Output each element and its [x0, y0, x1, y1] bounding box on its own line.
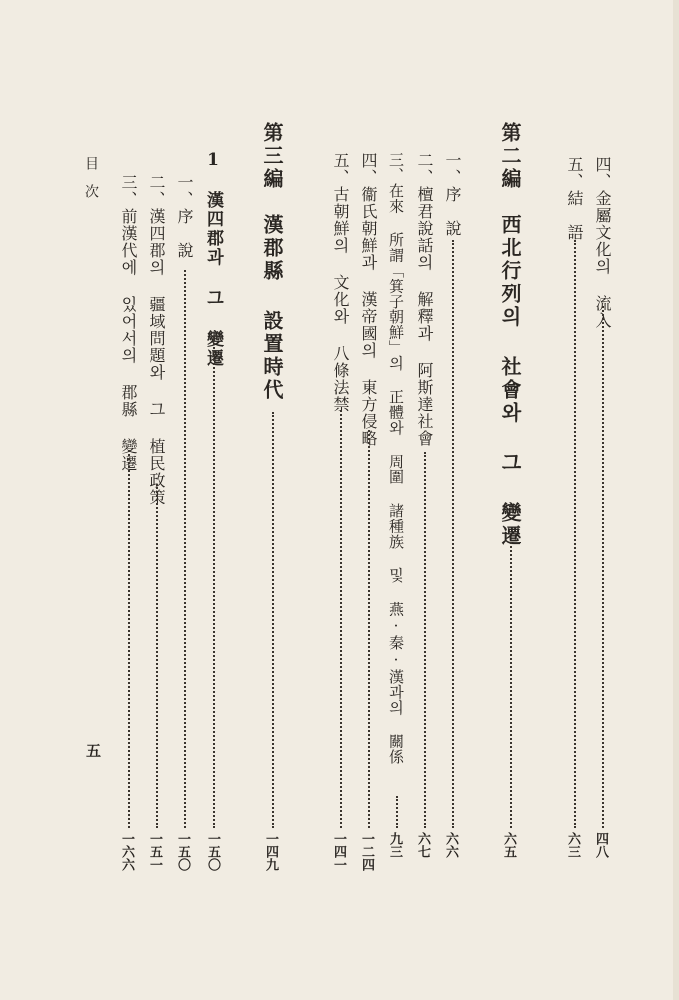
toc-entry-text: 二、檀君說話의 解釋과 阿斯達社會	[415, 152, 434, 447]
toc-entry-text: 五、結 語	[565, 156, 584, 241]
leader-dots	[128, 450, 130, 828]
leader-dots	[396, 796, 398, 828]
toc-entry-page: 一二四	[359, 832, 374, 871]
toc-entry-page: 一五〇	[205, 832, 220, 871]
toc-entry-page: 六五	[501, 832, 516, 858]
leader-dots	[424, 452, 426, 828]
page-folio: 五	[86, 742, 102, 760]
leader-dots	[452, 240, 454, 828]
leader-dots	[602, 306, 604, 828]
toc-entry-text: 一、序 說	[443, 152, 462, 237]
part-heading: 第二編 西北行列의 社會와 그 變遷	[498, 122, 522, 548]
toc-entry-page: 一六六	[119, 832, 134, 871]
toc-entry-page: 一五一	[147, 832, 162, 871]
leader-dots	[510, 542, 512, 828]
page-edge	[673, 0, 679, 1000]
toc-entry-text: 四、金屬文化의 流入	[593, 156, 612, 329]
toc-entry-page: 九三	[387, 832, 402, 858]
toc-entry-text: 五、古朝鮮의 文化와 八條法禁	[331, 152, 350, 413]
toc-entry-page: 六七	[415, 832, 430, 858]
leader-dots	[340, 410, 342, 828]
toc-entry-page: 一四一	[331, 832, 346, 871]
toc-entry-text: 二、漢四郡의 疆域問題와 그 植民政策	[147, 174, 166, 506]
toc-entry-page: 六六	[443, 832, 458, 858]
toc-entry-text: 三、前漢代에 있어서의 郡縣 變遷	[119, 174, 138, 472]
toc-entry-text: 四、衞氏朝鮮과 漢帝國의 東方侵略	[359, 152, 378, 447]
toc-entry-page: 一四九	[263, 832, 278, 871]
leader-dots	[272, 412, 274, 828]
chapter-heading: 1 漢四郡과 그 變遷	[203, 150, 223, 368]
part-heading: 第三編 漢郡縣 設置時代	[260, 122, 284, 402]
toc-entry-text: 一、序 說	[175, 174, 194, 259]
toc-entry-page: 四八	[593, 832, 608, 858]
leader-dots	[213, 336, 215, 828]
running-head: 目次	[83, 156, 99, 212]
leader-dots	[574, 240, 576, 828]
toc-entry-text: 三、在來 所謂「箕子朝鮮」의 正體와 周圍 諸種族 및 燕·秦·漢과의 關係	[387, 152, 405, 765]
toc-entry-page: 一五〇	[175, 832, 190, 871]
toc-entry-page: 六三	[565, 832, 580, 858]
leader-dots	[156, 484, 158, 828]
leader-dots	[184, 270, 186, 828]
leader-dots	[368, 430, 370, 828]
